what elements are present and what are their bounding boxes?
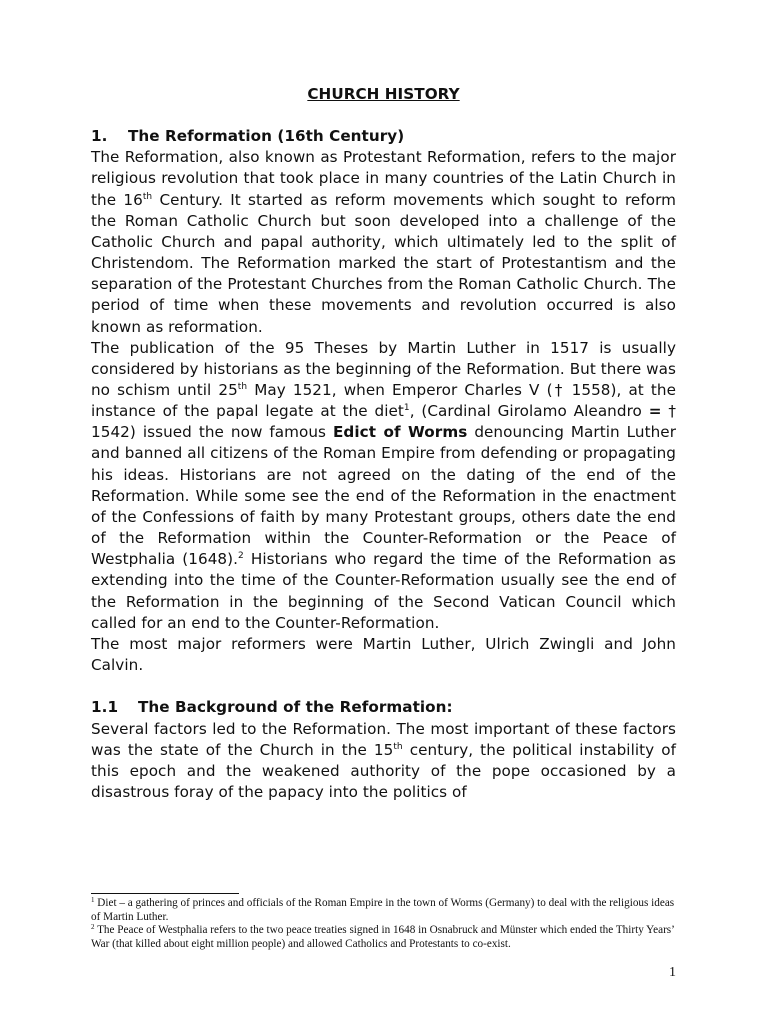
paragraph: [91, 147, 676, 337]
text-run: The publication of the 95 Theses by Martin Luther in 1517 is usually considered by historians as the beginning of the Reformation. But there was no schism until 25: [91, 338, 676, 400]
text-run: May 1521, when Emperor Charles V († 1558), at the instance of the papal legate at the diet: [91, 381, 676, 421]
section-number: 1.1: [91, 698, 119, 717]
section-title: The Reformation (16th Century): [128, 127, 405, 146]
emphasis-edict-of-worms: Edict of Worms: [333, 423, 468, 442]
text-run: , (Cardinal Girolamo Aleandro: [409, 402, 649, 421]
footnote-2: [91, 924, 676, 951]
blank-line: [91, 105, 676, 126]
page-number: 1: [669, 965, 676, 980]
text-run: century, the political instability of this epoch and the weakened authority of the pope occasioned by a disastrous foray of the papacy into the politics of: [91, 740, 676, 801]
equals-sign: =: [648, 402, 662, 421]
footnote-ref-2[interactable]: 2: [238, 551, 244, 562]
footnote-marker: 1: [91, 896, 95, 904]
footnote-text: Diet – a gathering of princes and officials of the Roman Empire in the town of Worms (Germany) to deal with the religious ideas of Martin Luther.: [91, 897, 675, 923]
superscript: th: [393, 741, 403, 752]
text-run: Century. It started as reform movements which sought to reform the Roman Catholic Church but soon developed into a challenge of the Catholic Church and papal authority, which ultimately led to the split of Christendom. The Reformation marked the start of Protestantism and the separation of the Protestant Churches from the Roman Catholic Church. The period of time when these movements and revolution occurred is also known as reformation.: [91, 190, 676, 336]
footnotes: [91, 893, 676, 951]
text-run: Historians who regard the time of the Reformation as extending into the time of the Counter-Reformation usually see the end of the Reformation in the beginning of the Second Vatican Council which called for an end to the Counter-Reformation.: [91, 550, 676, 632]
document-title: CHURCH HISTORY: [307, 85, 460, 103]
paragraph: The most major reformers were Martin Luther, Ulrich Zwingli and John Calvin.: [91, 634, 676, 675]
page-body: [91, 84, 676, 803]
text-run: denouncing Martin Luther and banned all citizens of the Roman Empire from defending or propagating his ideas. Historians are not agreed on the dating of the end of the Reformation. While some see the end of the Reformation in the enactment of the Confessions of faith by many Protestant groups, others date the end of the Reformation within the Counter-Reformation or the Peace of Westphalia (1648).: [91, 423, 677, 569]
superscript: th: [237, 382, 248, 393]
paragraph: [91, 719, 676, 804]
footnote-marker: 2: [91, 923, 95, 932]
superscript: th: [142, 191, 153, 202]
text-run: Several factors led to the Reformation. The most important of these factors was the state of the Church in the 15: [91, 719, 676, 759]
footnote-separator: [91, 893, 239, 894]
section-heading-1-1: [91, 697, 676, 718]
section-heading-1: [91, 126, 676, 147]
text-run: † 1542) issued the now famous: [91, 402, 676, 442]
footnote-text: The Peace of Westphalia refers to the two peace treaties signed in 1648 in Osnabruck and Münster which ended the Thirty Years’ War (that killed about eight million people) and allowed Catholics and Protestants to co-exist.: [91, 924, 675, 950]
footnote-ref-1[interactable]: 1: [403, 403, 410, 414]
blank-line: [91, 676, 676, 697]
section-number: 1.: [91, 127, 108, 146]
section-title: The Background of the Reformation:: [138, 698, 453, 717]
footnote-1: [91, 897, 676, 924]
text-run: The Reformation, also known as Protestant Reformation, refers to the major religious revolution that took place in many countries of the Latin Church in the 16: [91, 148, 676, 209]
paragraph: [91, 338, 676, 634]
